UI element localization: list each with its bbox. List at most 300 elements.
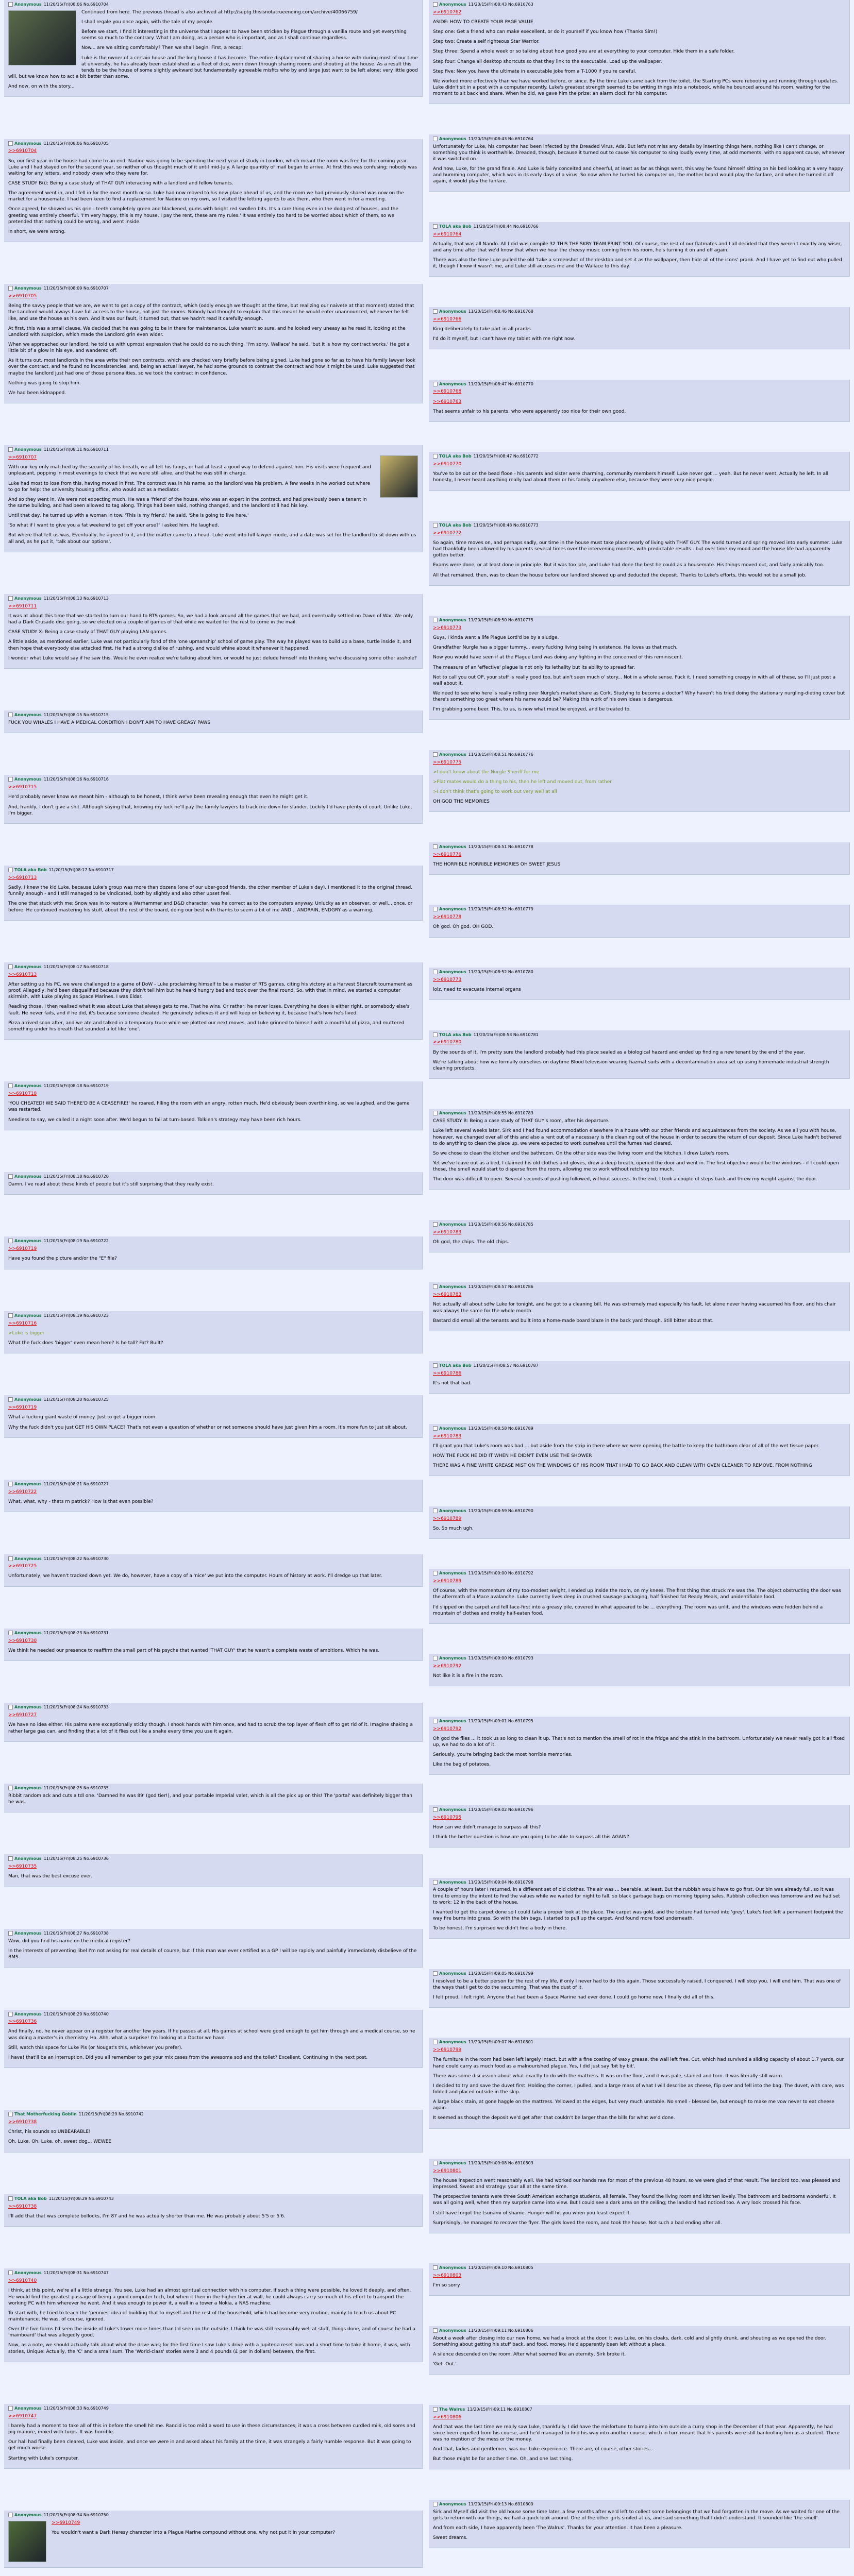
post-text: That seems unfair to his parents, who were apparently too nice for their own good. <box>433 409 626 414</box>
post-date-number[interactable]: 11/20/15(Fri)08:19 No.6910723 <box>43 1313 109 1318</box>
reply-link[interactable]: >>6910806 <box>433 2414 462 2420</box>
post-body <box>8 293 418 396</box>
reply-link[interactable]: >>6910719 <box>8 1405 37 1411</box>
post-select-checkbox[interactable] <box>433 1656 438 1660</box>
post-date-number[interactable]: 11/20/15(Fri)08:16 No.6910716 <box>43 777 109 782</box>
post-header <box>433 1971 845 1977</box>
post-select-checkbox[interactable] <box>8 1174 13 1179</box>
poster-name: Anonymous <box>14 1705 42 1710</box>
post-select-checkbox[interactable] <box>8 2012 13 2016</box>
post-header <box>8 1856 418 1862</box>
reply-link[interactable]: >>6910711 <box>8 603 37 609</box>
poster-name: Anonymous <box>439 2328 466 2333</box>
post <box>429 1030 850 1079</box>
post-text: Unfortunately, we haven't tracked down yet. We do, however, have a copy of a 'nice' we put into the computer. Hours of history at work. I'll dredge up that later. <box>8 1573 382 1579</box>
post-text: Unfortunately for Luke, his computer had been infected by the Dreaded Virus, Ada. But let's not miss any details by inserting things here, nothing like I can't change, or something you think is worthwhile. Dreaded, though, because it turned out to cause his computer to sing loudly every time, at odd moments, with no apparent cause, whenever it was switched on. <box>433 144 845 162</box>
poster-name: Anonymous <box>14 1313 42 1318</box>
reply-link[interactable]: >>6910803 <box>433 2273 462 2279</box>
post-date-number[interactable]: 11/20/15(Fri)08:53 No.6910781 <box>473 1032 539 1037</box>
reply-link[interactable]: >>6910704 <box>8 148 37 154</box>
post-select-checkbox[interactable] <box>8 868 13 872</box>
post-select-checkbox[interactable] <box>8 1313 13 1318</box>
post-date-number[interactable]: 11/20/15(Fri)08:57 No.6910786 <box>468 1284 533 1290</box>
post-body <box>433 2509 845 2541</box>
post <box>429 2159 850 2233</box>
post-text: We're talking about how we formally ourselves on daytime Blood television wearing hazmat suits with a decontamination area set up using homemade industrial strength cleaning products. <box>433 1059 829 1071</box>
post-header <box>8 2513 418 2518</box>
reply-link[interactable]: >>6910783 <box>433 1433 462 1439</box>
poster-name: Anonymous <box>14 2270 42 2276</box>
post-date-number[interactable]: 11/20/15(Fri)08:52 No.6910780 <box>468 970 533 974</box>
post-select-checkbox[interactable] <box>433 1284 438 1289</box>
post <box>4 1311 423 1353</box>
reply-link[interactable]: >>6910764 <box>433 231 462 237</box>
post-select-checkbox[interactable] <box>433 2161 438 2165</box>
post-text: He'd probably never know we meant him - although to be honest, I think we've been revealing enough that even he might get it. <box>8 794 309 800</box>
post <box>4 594 423 669</box>
greentext-line: >Flat mates would do a thing to his, then he left and moved out, from rather <box>433 779 612 785</box>
post-text: In the interests of preventing libel I'm not asking for real details of course, but if this man was ever certified as a GP I will be rapidly and painfully immediately disbelieve of the BMS. <box>8 1948 417 1960</box>
post-date-number[interactable]: 11/20/15(Fri)09:04 No.6910798 <box>468 1879 533 1885</box>
post-date-number[interactable]: 11/20/15(Fri)08:15 No.6910715 <box>43 713 109 718</box>
post-date-number[interactable]: 11/20/15(Fri)08:50 No.6910775 <box>468 618 533 623</box>
post-header <box>8 777 418 783</box>
post-date-number[interactable]: 11/20/15(Fri)08:57 No.6910787 <box>473 1363 539 1368</box>
post-select-checkbox[interactable] <box>433 454 438 459</box>
reply-link[interactable]: >>6910716 <box>8 1320 37 1326</box>
greentext-line: >Luke is bigger <box>8 1330 45 1336</box>
post-select-checkbox[interactable] <box>433 1807 438 1812</box>
post-select-checkbox[interactable] <box>433 1880 438 1885</box>
post-text: All that remained, then, was to clean the house before our landlord showed up and deducted the deposit. Thanks to Luke's efforts, this would not be a small job. <box>433 572 807 578</box>
post-select-checkbox[interactable] <box>8 2270 13 2275</box>
post-header <box>433 224 845 230</box>
reply-link[interactable]: >>6910770 <box>433 462 462 467</box>
poster-name: Anonymous <box>439 2040 466 2045</box>
post-text: So. So much ugh. <box>433 1526 474 1531</box>
post-text: Oh god, the chips. The old chips. <box>433 1239 509 1245</box>
post-header <box>8 141 418 147</box>
post-date-number[interactable]: 11/20/15(Fri)08:19 No.6910722 <box>43 1239 109 1244</box>
post-text: You've to be out on the bead flooe - his parents and sister were charming, community members himself. Luke never got ... yeah. But he never went. Actually he left. In all honesty, I never heard anything really bad about them or his family anywhere else, because they were very nice people. <box>433 471 828 483</box>
reply-link[interactable]: >>6910799 <box>433 2047 462 2053</box>
post-text: So, our first year in the house had come to an end. Nadine was going to be spending the next year of study in London, which meant the room was free for the coming year. Luke and I had stayed on for the second year, so neither of us thought much of it until mid-July. A large quantity of mail began to arrive. At first this was confusing; nobody was waiting for any letters, and nobody knew who they were for. <box>8 158 417 176</box>
post-date-number[interactable]: 11/20/15(Fri)09:00 No.6910793 <box>468 1656 533 1661</box>
reply-link[interactable]: >>6910713 <box>8 875 37 881</box>
post-select-checkbox[interactable] <box>8 2 13 7</box>
post-date-number[interactable]: 11/20/15(Fri)08:29 No.6910743 <box>48 2196 114 2201</box>
poster-name: Anonymous <box>439 1284 466 1290</box>
post-date-number[interactable]: 11/20/15(Fri)09:02 No.6910796 <box>468 1807 533 1812</box>
post-select-checkbox[interactable] <box>8 1556 13 1561</box>
post-date-number[interactable]: 11/20/15(Fri)08:59 No.6910790 <box>468 1508 533 1513</box>
post-body <box>8 1246 418 1262</box>
post-select-checkbox[interactable] <box>433 1032 438 1037</box>
post-select-checkbox[interactable] <box>433 844 438 849</box>
post-select-checkbox[interactable] <box>433 137 438 141</box>
post <box>4 2268 423 2362</box>
post-select-checkbox[interactable] <box>433 1719 438 1723</box>
post-text: But where that left us was, Eventually, he agreed to it, and the matter came to a head. Luke went into full lawyer mode, and a date was set for the landlord to sit down with us all and, as he put it, 'talk about our options'. <box>8 533 416 545</box>
post-text: Oh god the flies ... it took us so long to clean it up. That's not to mention the smell of rot in the fridge and the stink in the bathroom. Unfortunately we never really got it all fixed up, we had to do a lot of it. <box>433 1736 845 1748</box>
post-text: The agreement went in, and I fell in for the most month or so. Luke had now moved to his new place ahead of us, and the room we had previously shared was now on the market for a housemate. I had been keen to find a replacement for Nadine on my own, so I visited the letting agents to ask them, who then went in for a meeting. <box>8 191 404 202</box>
post-text: Wow, did you find his name on the medical register? <box>8 1938 130 1944</box>
post-select-checkbox[interactable] <box>433 2328 438 2333</box>
photo-thumbnail-icon[interactable] <box>8 2521 46 2562</box>
post-body <box>433 2273 845 2289</box>
post <box>429 1654 850 1686</box>
reply-link[interactable]: >>6910707 <box>8 455 37 461</box>
post-select-checkbox[interactable] <box>8 1239 13 1243</box>
post-select-checkbox[interactable] <box>433 1363 438 1368</box>
post-text: How can we didn't manage to surpass all this? <box>433 1824 541 1830</box>
post <box>429 452 850 490</box>
post-date-number[interactable]: 11/20/15(Fri)08:18 No.6910719 <box>43 1083 109 1089</box>
post-text: FUCK YOU WHALES I HAVE A MEDICAL CONDITION I DON'T AIM TO HAVE GREASY PAWS <box>8 720 211 725</box>
reply-link[interactable]: >>6910783 <box>433 1292 462 1298</box>
post-body <box>433 2414 845 2463</box>
poster-name: Anonymous <box>14 1083 42 1089</box>
poster-name: Anonymous <box>439 618 466 623</box>
post-select-checkbox[interactable] <box>8 713 13 717</box>
post <box>429 1569 850 1624</box>
poster-name: Anonymous <box>14 777 42 782</box>
post-date-number[interactable]: 11/20/15(Fri)08:11 No.6910711 <box>43 447 109 452</box>
post-select-checkbox[interactable] <box>433 2502 438 2506</box>
post <box>429 2038 850 2128</box>
post <box>4 1629 423 1661</box>
post-body <box>433 1229 845 1245</box>
reply-link[interactable]: >>6910735 <box>8 1864 37 1870</box>
reply-link[interactable]: >>6910738 <box>8 2204 37 2209</box>
poster-name: Anonymous <box>439 1656 466 1661</box>
post-select-checkbox[interactable] <box>8 1786 13 1790</box>
post-text: The measure of an 'effective' plague is not only its lethality but its ability to spread far. <box>433 665 635 670</box>
post-header <box>8 2112 418 2117</box>
post-header <box>433 970 845 975</box>
post-select-checkbox[interactable] <box>433 1571 438 1575</box>
post-date-number[interactable]: 11/20/15(Fri)08:13 No.6910713 <box>43 596 109 601</box>
post-body <box>433 1663 845 1679</box>
post-date-number[interactable]: 11/20/15(Fri)08:18 No.6910720 <box>43 1174 109 1179</box>
reply-link[interactable]: >>6910719 <box>8 1246 37 1252</box>
poster-name: The Walrus <box>439 2406 465 2412</box>
post-text: CASE STUDY X: Being a case study of THAT GUY playing LAN games. <box>8 630 168 635</box>
post-body <box>8 1091 418 1123</box>
post-header <box>8 1705 418 1710</box>
reply-link[interactable]: >>6910730 <box>8 1638 37 1643</box>
post-select-checkbox[interactable] <box>433 382 438 386</box>
post-date-number[interactable]: 11/20/15(Fri)09:08 No.6910803 <box>468 2161 533 2166</box>
post-text: A little aside, as mentioned earlier, Luke was not particularly fond of the 'one upmanship' school of game play. The way he played was to build up a base, turtle inside it, and then hope that everybody else attacked first. He had a strong dislike of rushing, and would whine about it whenever it happened. <box>8 639 411 651</box>
post-date-number[interactable]: 11/20/15(Fri)08:31 No.6910747 <box>43 2270 109 2276</box>
poster-name: Anonymous <box>439 1807 466 1812</box>
reply-link[interactable]: >>6910801 <box>433 2168 462 2174</box>
photo-thumbnail-icon[interactable] <box>380 455 418 498</box>
post-select-checkbox[interactable] <box>8 447 13 452</box>
photo-thumbnail-icon[interactable] <box>8 10 76 65</box>
post-date-number[interactable]: 11/20/15(Fri)08:43 No.6910763 <box>468 2 533 7</box>
post-date-number[interactable]: 11/20/15(Fri)08:51 No.6910778 <box>468 844 533 849</box>
post-header <box>8 596 418 602</box>
reply-link[interactable]: >>6910789 <box>433 1516 462 1521</box>
greentext-line: >I don't think that's going to work out very well at all <box>433 789 557 795</box>
post <box>429 380 850 422</box>
post-date-number[interactable]: 11/20/15(Fri)09:07 No.6910801 <box>468 2040 533 2045</box>
post <box>429 521 850 586</box>
post-date-number[interactable]: 11/20/15(Fri)08:24 No.6910733 <box>43 1705 109 1710</box>
reply-link[interactable]: >>6910722 <box>8 1489 37 1495</box>
post-body <box>8 2119 418 2145</box>
post-date-number[interactable]: 11/20/15(Fri)08:29 No.6910740 <box>43 2011 109 2016</box>
post-text: The prospective tenants were three South American exchange students, all female. They found the living room and kitchen lovely. The bathroom and bedrooms wonderful. It was all going well, when then my surprise came into view. But I could see a dark area on the ceiling; the landlord had noticed too. A wry look crossed his face. <box>433 2194 836 2206</box>
reply-link[interactable]: >>6910762 <box>433 9 462 15</box>
post-select-checkbox[interactable] <box>8 2196 13 2201</box>
reply-link[interactable]: >>6910749 <box>52 2520 80 2526</box>
poster-name: Anonymous <box>439 381 466 386</box>
reply-link[interactable]: >>6910736 <box>8 2019 37 2025</box>
reply-link[interactable]: >>6910780 <box>433 1040 462 1045</box>
post-date-number[interactable]: 11/20/15(Fri)08:47 No.6910772 <box>473 454 539 459</box>
post-date-number[interactable]: 11/20/15(Fri)08:52 No.6910779 <box>468 907 533 912</box>
post-text: A silence descended on the room. After what seemed like an eternity, Sirk broke it. <box>433 2351 626 2357</box>
post-date-number[interactable]: 11/20/15(Fri)08:58 No.6910789 <box>468 1426 533 1431</box>
post-text: Exams were done, or at least done in principle. But it was too late, and Luke had done the best he could as a housemate. His things moved out, and fairly amicably too. <box>433 563 824 568</box>
post-select-checkbox[interactable] <box>433 309 438 314</box>
post-select-checkbox[interactable] <box>433 907 438 911</box>
post-select-checkbox[interactable] <box>433 1971 438 1976</box>
reply-link[interactable]: >>6910713 <box>8 972 37 977</box>
poster-name: Anonymous <box>14 1856 42 1861</box>
post-date-number[interactable]: 11/20/15(Fri)09:11 No.6910807 <box>467 2406 532 2412</box>
post-date-number[interactable]: 11/20/15(Fri)08:06 No.6910704 <box>43 2 109 7</box>
poster-name: Anonymous <box>439 1111 466 1116</box>
reply-link[interactable]: >>6910747 <box>8 2413 37 2419</box>
post-select-checkbox[interactable] <box>8 1856 13 1861</box>
post-body <box>8 1404 418 1430</box>
post-select-checkbox[interactable] <box>8 1631 13 1635</box>
post-header <box>433 137 845 142</box>
post-text: ASIDE: HOW TO CREATE YOUR PAGE VALUE <box>433 19 533 25</box>
poster-name: Anonymous <box>14 1482 42 1487</box>
poster-name: Anonymous <box>14 2513 42 2518</box>
post-body <box>8 1181 418 1188</box>
post-select-checkbox[interactable] <box>433 224 438 229</box>
post-date-number[interactable]: 11/20/15(Fri)08:34 No.6910750 <box>43 2513 109 2518</box>
post-body <box>433 1516 845 1532</box>
post-select-checkbox[interactable] <box>8 1083 13 1088</box>
post-body <box>433 9 845 97</box>
post-select-checkbox[interactable] <box>433 2 438 7</box>
reply-link[interactable]: >>6910783 <box>433 1229 462 1235</box>
reply-link[interactable]: >>6910705 <box>8 294 37 299</box>
post-header <box>8 1313 418 1319</box>
post-select-checkbox[interactable] <box>433 2265 438 2270</box>
post-date-number[interactable]: 11/20/15(Fri)08:27 No.6910738 <box>43 1930 109 1936</box>
post-text: I resolved to be a better person for the rest of my life, if only I never had to do this again. Those successfully raised, I conquered. I will stop you. I will end him. That was one of the ways that I get to do the vacuuming. That was the dust of it. <box>433 1978 841 1990</box>
greentext-line: >I don't know about the Nurgle Sheriff for me <box>433 769 540 775</box>
post-date-number[interactable]: 11/20/15(Fri)08:17 No.6910718 <box>43 964 109 970</box>
reply-link[interactable]: >>6910725 <box>8 1564 37 1569</box>
post-date-number[interactable]: 11/20/15(Fri)08:25 No.6910736 <box>43 1856 109 1861</box>
post-body <box>433 852 845 868</box>
post-text: We had been kidnapped. <box>8 390 66 396</box>
reply-link[interactable]: >>6910766 <box>433 316 462 322</box>
post-select-checkbox[interactable] <box>8 1931 13 1936</box>
post-select-checkbox[interactable] <box>8 286 13 291</box>
reply-link[interactable]: >>6910727 <box>8 1713 37 1718</box>
post-body <box>8 603 418 662</box>
post-select-checkbox[interactable] <box>433 1426 438 1431</box>
reply-link[interactable]: >>6910789 <box>433 1579 462 1584</box>
post-select-checkbox[interactable] <box>8 141 13 146</box>
post-date-number[interactable]: 11/20/15(Fri)08:33 No.6910749 <box>43 2406 109 2411</box>
post-date-number[interactable]: 11/20/15(Fri)08:21 No.6910727 <box>43 1482 109 1487</box>
post-select-checkbox[interactable] <box>8 2406 13 2411</box>
post <box>4 1929 423 1968</box>
post-date-number[interactable]: 11/20/15(Fri)08:47 No.6910770 <box>468 381 533 386</box>
post <box>429 842 850 875</box>
post-date-number[interactable]: 11/20/15(Fri)09:05 No.6910799 <box>468 1971 533 1976</box>
reply-link[interactable]: >>6910740 <box>8 2278 37 2284</box>
post-header <box>433 2407 845 2413</box>
post-date-number[interactable]: 11/20/15(Fri)08:44 No.6910766 <box>473 224 539 229</box>
post-text: THERE WAS A FINE WHITE GREASE MIST ON THE WINDOWS OF HIS ROOM THAT I HAD TO GO BACK AND CLEAN WITH OVEN CLEANER TO REMOVE. FROM NOTHING <box>433 1463 812 1469</box>
post-text: Step one: Get a friend who can make execellent, or do it yourself if you know how (Thanks Sim!) <box>433 29 658 35</box>
post-text: It seemed as though the deposit we'd get after that couldn't be larger than the bills for what we'd done. <box>433 2115 675 2121</box>
post-header <box>433 1426 845 1432</box>
reply-link[interactable]: >>6910773 <box>433 977 462 982</box>
poster-name: Anonymous <box>439 2 466 7</box>
post-select-checkbox[interactable] <box>433 1509 438 1513</box>
post-text: Guys, I kinda want a life Plague Lord'd be by a sludge. <box>433 635 559 641</box>
post-date-number[interactable]: 11/20/15(Fri)09:13 No.6910809 <box>468 2501 533 2506</box>
post-text: Continued from here. The previous thread is also archived at http://suptg.thisisnotatrueending.com/archive/40066759/ <box>81 9 358 15</box>
post-header <box>8 868 418 873</box>
post-date-number[interactable]: 11/20/15(Fri)08:25 No.6910735 <box>43 1786 109 1791</box>
post-body <box>8 2204 418 2219</box>
reply-link[interactable]: >>6910776 <box>433 852 462 857</box>
post-text: Bastard did email all the tenants and built into a home-made board blaze in the back yard though. Still bitter about that. <box>433 1318 714 1324</box>
post-date-number[interactable]: 11/20/15(Fri)08:55 No.6910783 <box>468 1111 533 1116</box>
thread-column-left <box>4 0 423 2576</box>
post-text: It's not that bad. <box>433 1381 472 1386</box>
post-select-checkbox[interactable] <box>8 964 13 969</box>
reply-link[interactable]: >>6910768 <box>433 389 462 395</box>
post-select-checkbox[interactable] <box>433 970 438 974</box>
post-select-checkbox[interactable] <box>433 2040 438 2044</box>
poster-name: TOLA aka Bob <box>14 2196 47 2201</box>
post-date-number[interactable]: 11/20/15(Fri)08:51 No.6910776 <box>468 752 533 757</box>
post-date-number[interactable]: 11/20/15(Fri)08:29 No.6910742 <box>78 2112 144 2117</box>
post-select-checkbox[interactable] <box>433 1111 438 1115</box>
post <box>429 1878 850 1939</box>
post-date-number[interactable]: 11/20/15(Fri)08:46 No.6910768 <box>468 309 533 314</box>
post-text: By the sounds of it, I'm pretty sure the landlord probably had this place sealed as a biological hazard and ended up finding a new tenant by the end of the year. <box>433 1049 805 1055</box>
post-header <box>433 2 845 8</box>
post-select-checkbox[interactable] <box>8 596 13 601</box>
poster-name: Anonymous <box>14 2406 42 2411</box>
post <box>429 1805 850 1848</box>
post-select-checkbox[interactable] <box>8 1397 13 1402</box>
post-text: Now... are we sitting comfortably? Then we shall begin. First, a recap: <box>81 45 243 51</box>
post-date-number[interactable]: 11/20/15(Fri)09:10 No.6910805 <box>468 2265 533 2270</box>
post-body <box>433 2168 845 2226</box>
post-date-number[interactable]: 11/20/15(Fri)08:20 No.6910725 <box>43 1397 109 1402</box>
poster-name: Anonymous <box>439 970 466 974</box>
reply-link[interactable]: >>6910763 <box>433 399 462 404</box>
post <box>4 0 423 97</box>
post-header <box>433 2040 845 2045</box>
post-date-number[interactable]: 11/20/15(Fri)08:17 No.6910717 <box>48 868 114 873</box>
post-select-checkbox[interactable] <box>8 1705 13 1709</box>
post-body <box>8 1638 418 1654</box>
post-select-checkbox[interactable] <box>8 1482 13 1486</box>
post-text: The door was difficult to open. Several seconds of pushing followed, without success. In the end, I took a couple of steps back and threw my weight against the door. <box>433 1177 817 1182</box>
post-select-checkbox[interactable] <box>433 752 438 757</box>
post-body <box>8 1320 418 1346</box>
post-header <box>433 1222 845 1228</box>
reply-link[interactable]: >>6910778 <box>433 914 462 920</box>
post-date-number[interactable]: 11/20/15(Fri)08:23 No.6910731 <box>43 1630 109 1635</box>
post-date-number[interactable]: 11/20/15(Fri)08:22 No.6910730 <box>43 1556 109 1561</box>
reply-link[interactable]: >>6910775 <box>433 759 462 765</box>
post-header <box>433 1284 845 1290</box>
post-date-number[interactable]: 11/20/15(Fri)08:56 No.6910785 <box>468 1222 533 1227</box>
post-select-checkbox[interactable] <box>8 777 13 782</box>
post <box>429 1220 850 1252</box>
post-date-number[interactable]: 11/20/15(Fri)08:48 No.6910773 <box>473 523 539 528</box>
reply-link[interactable]: >>6910738 <box>8 2120 37 2125</box>
poster-name: Anonymous <box>439 136 466 141</box>
post-text: We think he needed our presence to reaffirm the small part of his psyche that wanted 'THAT GUY' that he wasn't a complete waste of ambitions. Which he was. <box>8 1648 380 1653</box>
post-select-checkbox[interactable] <box>433 1222 438 1227</box>
post-select-checkbox[interactable] <box>433 523 438 528</box>
poster-name: Anonymous <box>439 1718 466 1723</box>
reply-link[interactable]: >>6910792 <box>433 1726 462 1732</box>
post-text: 'So what if I want to give you a fat weekend to get off your arse?' I asked him. He laughed. <box>8 523 219 529</box>
poster-name: Anonymous <box>14 286 42 291</box>
post-text: Damn, I've read about these kinds of people but it's still surprising that they really exist. <box>8 1181 214 1187</box>
post-date-number[interactable]: 11/20/15(Fri)08:43 No.6910764 <box>468 136 533 141</box>
post-text: Surprisingly, he managed to recover the flyer. The girls loved the room, and took the house. Not such a bad ending after all. <box>433 2220 722 2226</box>
post-select-checkbox[interactable] <box>8 2513 13 2517</box>
poster-name: That Motherfucking Goblin <box>14 2112 77 2117</box>
reply-link[interactable]: >>6910772 <box>433 530 462 536</box>
post-date-number[interactable]: 11/20/15(Fri)09:00 No.6910792 <box>468 1571 533 1576</box>
poster-name: Anonymous <box>439 1879 466 1885</box>
post-select-checkbox[interactable] <box>8 2112 13 2116</box>
post-date-number[interactable]: 11/20/15(Fri)09:01 No.6910795 <box>468 1718 533 1723</box>
post-text: Luke is the owner of a certain house and the long house it has become. The entire displacement of sharing a house with during most of our time at university, he has already been established as a fleet of dice, worn down through sharing rooms and shouting at the house. As a result this tends to be the house of some slightly awkward but fundamentally agreeable misfits who by and large just want to be left alone; very little good will, but we know how to act a bit better than some. <box>8 55 418 79</box>
reply-link[interactable]: >>6910773 <box>433 625 462 631</box>
poster-name: Anonymous <box>14 1174 42 1179</box>
post-text: And now, on with the story... <box>8 84 75 90</box>
reply-link[interactable]: >>6910715 <box>8 785 37 790</box>
reply-link[interactable]: >>6910718 <box>8 1091 37 1097</box>
post-body <box>433 759 845 805</box>
reply-link[interactable]: >>6910792 <box>433 1664 462 1669</box>
post-text: To start with, he tried to teach the 'pennies' idea of building that to myself and the rest of the household, which had become very routine, mainly to teach us about PC maintenance. He was, of course, ignored. <box>8 2310 396 2322</box>
post-date-number[interactable]: 11/20/15(Fri)08:06 No.6910705 <box>43 141 109 146</box>
reply-link[interactable]: >>6910786 <box>433 1371 462 1377</box>
post-text: I wonder what Luke would say if he saw this. Would he even realize we're talking about him, or would he just delude himself into thinking we're discussing some other asshole? <box>8 655 417 661</box>
post-date-number[interactable]: 11/20/15(Fri)08:09 No.6910707 <box>43 286 109 291</box>
post-select-checkbox[interactable] <box>433 618 438 622</box>
post-date-number[interactable]: 11/20/15(Fri)09:11 No.6910806 <box>468 2328 533 2333</box>
post-select-checkbox[interactable] <box>433 2407 438 2412</box>
reply-link[interactable]: >>6910795 <box>433 1815 462 1820</box>
